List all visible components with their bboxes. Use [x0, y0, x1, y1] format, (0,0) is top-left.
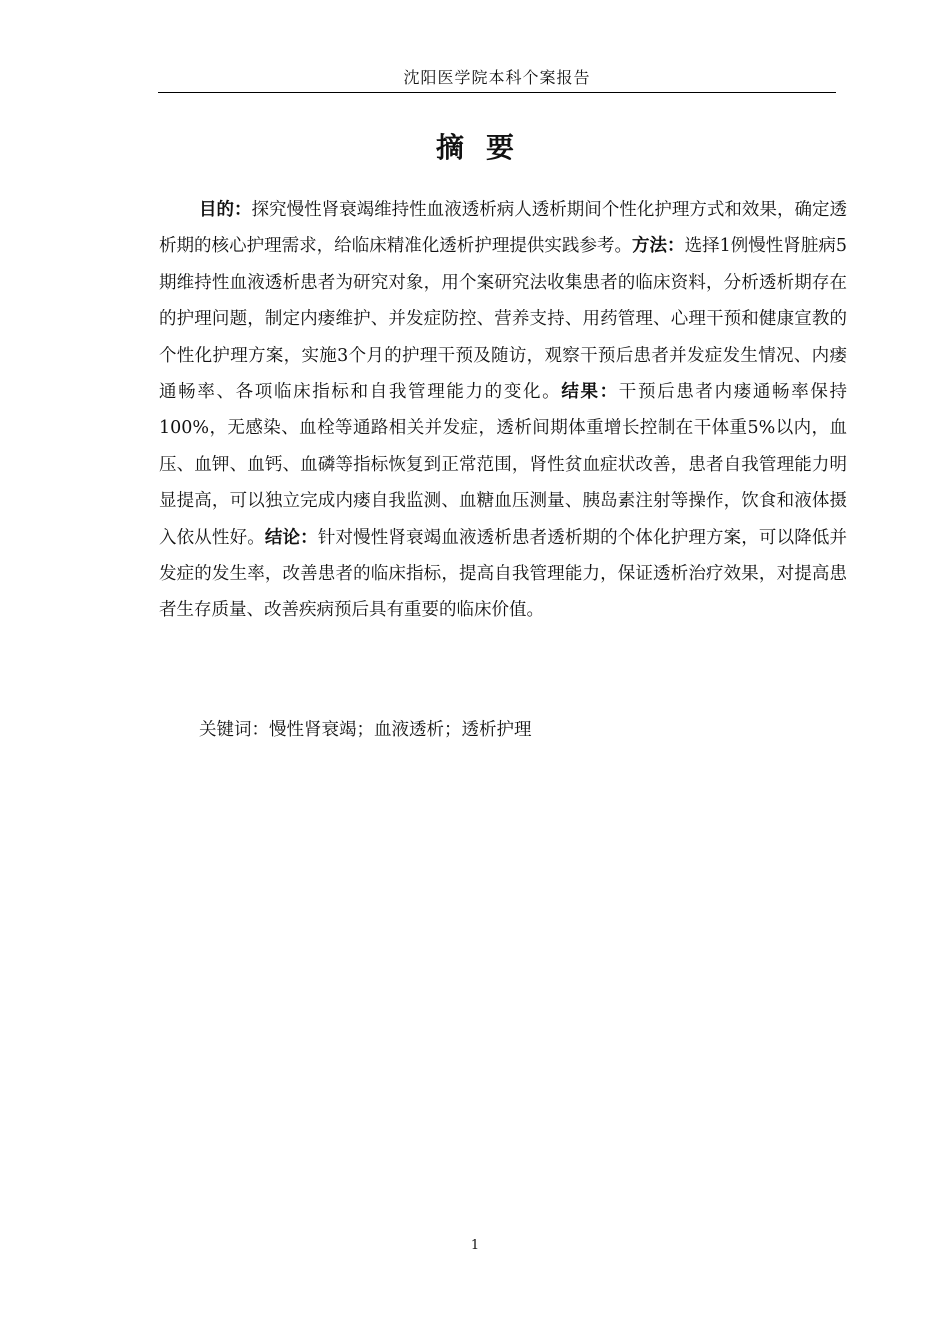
- method-text: 选择1例慢性肾脏病5期维持性血液透析患者为研究对象，用个案研究法收集患者的临床资料，分析透析期存在的护理问题，制定内瘘维护、并发症防控、营养支持、用药管理、心理干预和健康宣教的个性化护理方案，实施3个月的护理干预及随访，观察干预后患者并发症发生情况、内瘘通畅率、各项临床指标和自我管理能力的变化。: [159, 236, 847, 403]
- method-label: 方法：: [632, 236, 685, 257]
- conclusion-label: 结论：: [264, 527, 318, 548]
- objective-text: 探究慢性肾衰竭维持性血液透析病人透析期间个性化护理方式和效果，确定透析期的核心护理需求，给临床精准化透析护理提供实践参考。: [159, 200, 848, 257]
- keywords-line: [199, 712, 839, 748]
- page-header: [158, 64, 836, 93]
- objective-label: 目的：: [199, 200, 252, 220]
- abstract-heading: 摘要: [435, 131, 536, 164]
- header-title: 沈阳医学院本科个案报告: [403, 68, 591, 87]
- result-label: 结果：: [561, 382, 619, 403]
- keywords-label: 关键词：: [199, 720, 269, 740]
- conclusion-text: 针对慢性肾衰竭血液透析患者透析期的个体化护理方案，可以降低并发症的发生率，改善患者的临床指标，提高自我管理能力，保证透析治疗效果，对提高患者生存质量、改善疾病预后具有重要的临床价值。: [159, 527, 848, 621]
- abstract-body: [159, 192, 847, 629]
- result-text: 干预后患者内瘘通畅率保持100%，无感染、血栓等通路相关并发症，透析间期体重增长控制在干体重5%以内，血压、血钾、血钙、血磷等指标恢复到正常范围，肾性贫血症状改善，患者自我管理能力明显提高，可以独立完成内瘘自我监测、血糖血压测量、胰岛素注射等操作，饮食和液体摄入依从性好。: [159, 382, 848, 548]
- page-number: 1: [470, 1238, 480, 1253]
- keywords-text: 慢性肾衰竭；血液透析；透析护理: [269, 720, 532, 740]
